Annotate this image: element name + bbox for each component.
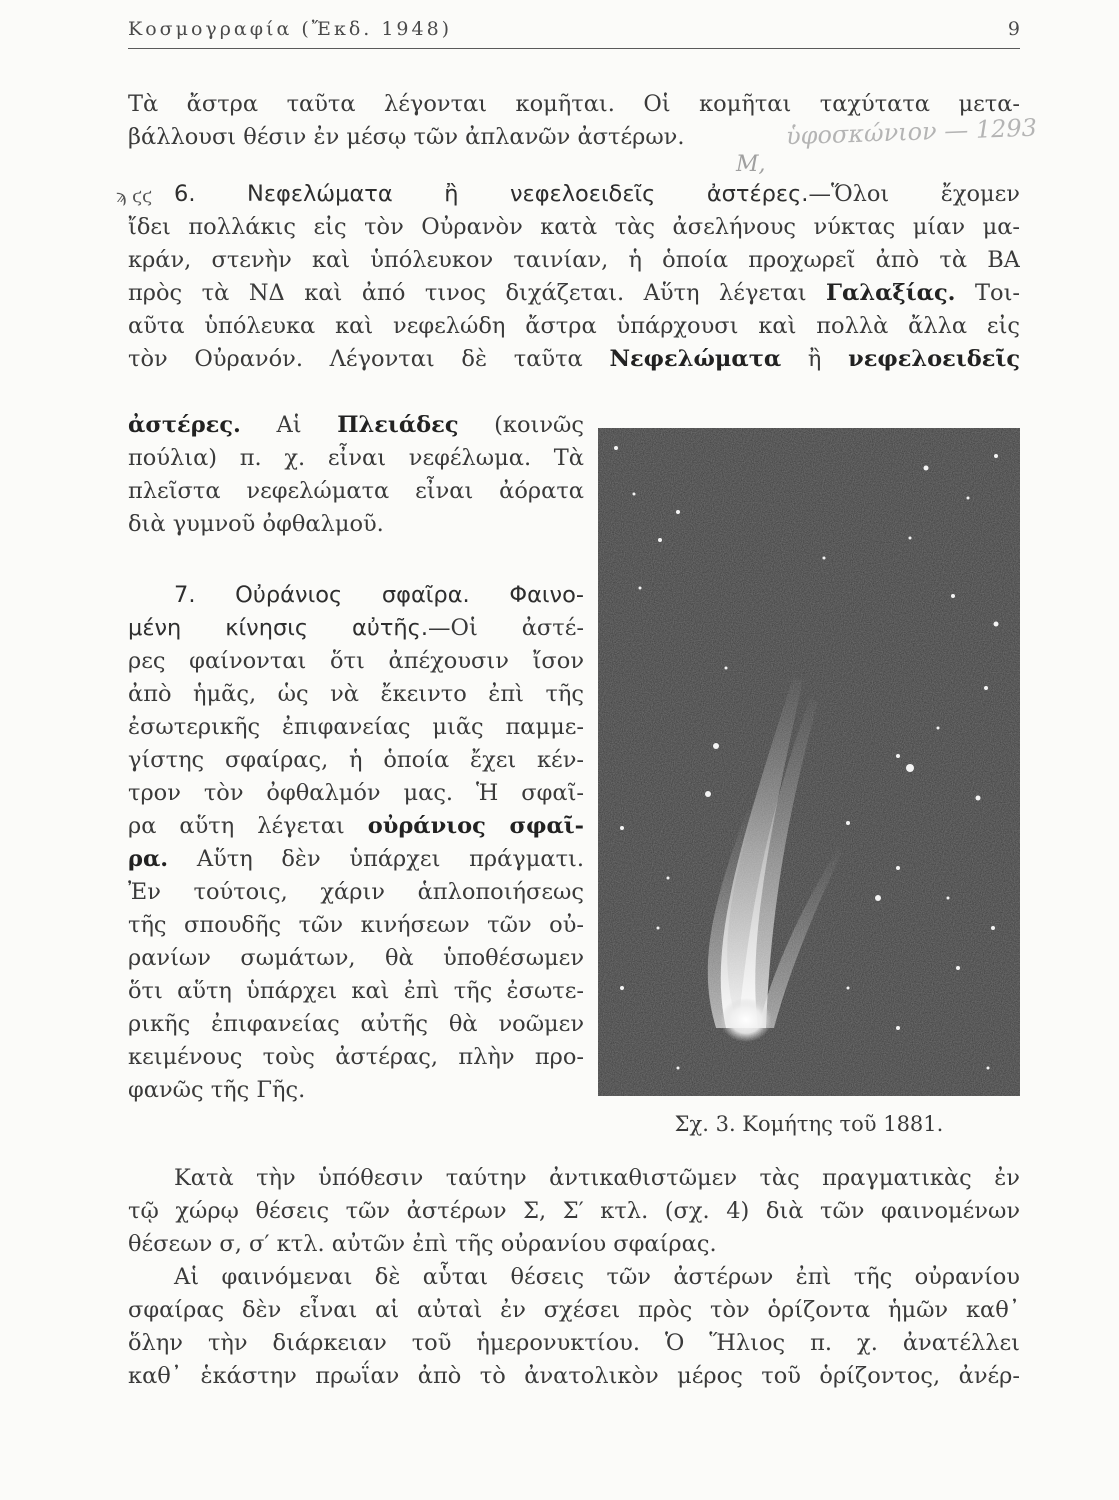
text-run: Τοι-: [975, 280, 1020, 306]
text-run: πρὸς τὰ ΝΔ καὶ ἀπό τινος διχάζεται. Αὕτη λέγεται: [128, 280, 807, 306]
text-line: ὅτι αὕτη ὑπάρχει καὶ ἐπὶ τῆς ἐσωτε-: [128, 978, 584, 1004]
text-line: ρες φαίνονται ὅτι ἀπέχουσιν ἴσον: [128, 648, 584, 674]
text-line: φανῶς τῆς Γῆς.: [128, 1077, 306, 1103]
figure-caption: Σχ. 3. Κομήτης τοῦ 1881.: [674, 1112, 944, 1136]
text-line: βάλλουσι θέσιν ἐν μέσῳ τῶν ἀπλανῶν ἀστέρων.: [128, 124, 685, 150]
text-run: ρα αὕτη λέγεται: [128, 813, 345, 839]
section-7-heading: 7. Οὐράνιος σφαῖρα. Φαινο-: [174, 582, 584, 608]
text-line: κειμένους τοὺς ἀστέρας, πλὴν προ-: [128, 1044, 584, 1070]
text-line: [128, 843, 584, 876]
section-6-heading: 6. Νεφελώματα ἢ νεφελοειδεῖς ἀστέρες.: [174, 181, 809, 207]
text-line: [128, 343, 1020, 376]
text-line: τῷ χώρῳ θέσεις τῶν ἀστέρων Σ, Σ′ κτλ. (σχ. 4) διὰ τῶν φαινομένων: [128, 1198, 1020, 1224]
comet-photo-icon: [598, 428, 1020, 1096]
text-line: καθ᾽ ἑκάστην πρωΐαν ἀπὸ τὸ ἀνατολικὸν μέρος τοῦ ὁρίζοντος, ἀνέρ-: [128, 1363, 1020, 1389]
page-number: 9: [1007, 18, 1020, 40]
continuation-paragraphs: [128, 1162, 1020, 1393]
term-nefeloeideis: νεφελοειδεῖς: [848, 346, 1020, 372]
text-run: ἢ: [807, 346, 822, 372]
heading-lead: —Οἱ ἀστέ-: [428, 615, 584, 641]
term-galaxias: Γαλαξίας.: [826, 280, 956, 306]
text-line: ρανίων σωμάτων, θὰ ὑποθέσωμεν: [128, 945, 584, 971]
running-head: [128, 16, 1020, 49]
text-run: τὸν Οὐρανόν. Λέγονται δὲ ταῦτα: [128, 346, 583, 372]
text-line: ἀπὸ ἡμᾶς, ὡς νὰ ἔκειντο ἐπὶ τῆς: [128, 681, 584, 707]
text-line: ἐσωτερικῆς ἐπιφανείας μιᾶς παμμε-: [128, 714, 584, 740]
text-line: Αἱ φαινόμεναι δὲ αὗται θέσεις τῶν ἀστέρων ἐπὶ τῆς οὐρανίου: [174, 1264, 1020, 1290]
text-line: θέσεων σ, σ′ κτλ. αὐτῶν ἐπὶ τῆς οὐρανίου σφαίρας.: [128, 1231, 717, 1257]
handwritten-margin-note: ὑφοσκώνιον — 1293: [785, 113, 1038, 151]
text-line: [128, 409, 584, 442]
comet-figure: [598, 428, 1020, 1096]
text-line: σφαίρας δὲν εἶναι αἱ αὐταὶ ἐν σχέσει πρὸς τὸν ὁρίζοντα ἡμῶν καθ᾽: [128, 1297, 1020, 1323]
text-line: αῦτα ὑπόλευκα καὶ νεφελώδη ἄστρα ὑπάρχουσι καὶ πολλὰ ἄλλα εἰς: [128, 313, 1020, 339]
text-line: ἴδει πολλάκις εἰς τὸν Οὐρανὸν κατὰ τὰς ἀσελήνους νύκτας μίαν μα-: [128, 214, 1020, 240]
text-line: Κατὰ τὴν ὑπόθεσιν ταύτην ἀντικαθιστῶμεν τὰς πραγματικὰς ἐν: [174, 1165, 1020, 1191]
text-line: [128, 277, 1020, 310]
text-run: Αἱ: [276, 412, 302, 438]
text-line: [128, 810, 584, 843]
text-line: διὰ γυμνοῦ ὀφθαλμοῦ.: [128, 511, 384, 537]
term-ouranios-sfaira-cont: ρα.: [128, 846, 169, 872]
text-run: (κοινῶς: [494, 412, 584, 438]
heading-lead: —Ὅλοι ἔχομεν: [808, 181, 1020, 207]
text-line: ρικῆς ἐπιφανείας αὐτῆς θὰ νοῶμεν: [128, 1011, 584, 1037]
section-heading-line: [128, 612, 584, 645]
text-line: τρον τὸν ὀφθαλμόν μας. Ἡ σφαῖ-: [128, 780, 584, 806]
book-title: Κοσμογραφία (Ἔκδ. 1948): [128, 18, 453, 40]
text-line: πούλια) π. χ. εἶναι νεφέλωμα. Τὰ: [128, 445, 584, 471]
term-asteres: ἀστέρες.: [128, 412, 241, 438]
left-column: [128, 409, 584, 1107]
section-heading-line: [128, 178, 1020, 211]
intro-paragraph: [128, 88, 1020, 154]
text-line: Ἐν τούτοις, χάριν ἁπλοποιήσεως: [128, 879, 584, 905]
text-line: τῆς σπουδῆς τῶν κινήσεων τῶν οὐ-: [128, 912, 584, 938]
left-margin-mark: ϡ ϛϛ: [116, 186, 153, 207]
handwritten-letter: Μ,: [736, 152, 766, 177]
section-6: [128, 178, 1020, 376]
text-line: γίστης σφαίρας, ἡ ὁποία ἔχει κέν-: [128, 747, 584, 773]
text-run: Αὕτη δὲν ὑπάρχει πράγματι.: [196, 846, 584, 872]
text-line: Τὰ ἄστρα ταῦτα λέγονται κομῆται. Οἱ κομῆται ταχύτατα μετα-: [128, 91, 1020, 117]
text-line: ὅλην τὴν διάρκειαν τοῦ ἡμερονυκτίου. Ὁ Ἥλιος π. χ. ἀνατέλλει: [128, 1330, 1020, 1356]
text-line: κράν, στενὴν καὶ ὑπόλευκον ταινίαν, ἡ ὁποία προχωρεῖ ἀπὸ τὰ ΒΑ: [128, 247, 1020, 273]
section-7-heading-cont: μένη κίνησις αὐτῆς.: [128, 615, 429, 641]
term-ouranios-sfaira: οὐράνιος σφαῖ-: [367, 813, 584, 839]
term-pleiades: Πλειάδες: [337, 412, 459, 438]
text-line: πλεῖστα νεφελώματα εἶναι ἀόρατα: [128, 478, 584, 504]
term-nefelomata: Νεφελώματα: [609, 346, 782, 372]
